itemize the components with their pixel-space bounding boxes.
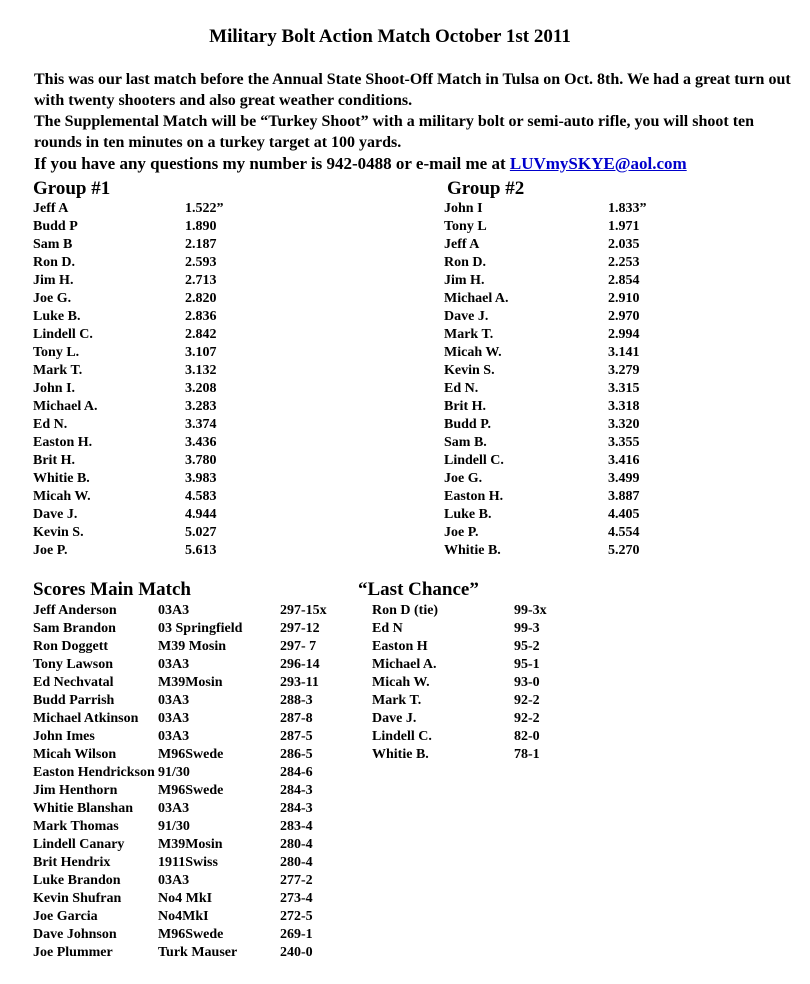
shooter-name: John I. (33, 381, 76, 396)
intro-contact-line (34, 153, 794, 174)
shooter-name: Whitie B. (372, 747, 429, 762)
rifle-model: 91/30 (158, 765, 190, 780)
group-size: 3.318 (608, 399, 640, 414)
main-match-heading: Scores Main Match (33, 579, 191, 600)
group-size: 3.780 (185, 453, 217, 468)
rifle-model: 03A3 (158, 801, 190, 816)
shooter-name: Ed N. (444, 381, 479, 396)
rifle-model: M39Mosin (158, 837, 223, 852)
shooter-name: Brit H. (33, 453, 75, 468)
group-size: 2.035 (608, 237, 640, 252)
match-score: 277-2 (280, 873, 313, 888)
shooter-name: Jim Henthorn (33, 783, 118, 798)
shooter-name: Joe P. (33, 543, 68, 558)
group-size: 3.887 (608, 489, 640, 504)
match-score: 272-5 (280, 909, 313, 924)
group-size: 2.910 (608, 291, 640, 306)
group-size: 3.983 (185, 471, 217, 486)
match-score: 99-3x (514, 603, 547, 618)
shooter-name: Kevin Shufran (33, 891, 122, 906)
shooter-name: Micah W. (372, 675, 430, 690)
group-size: 3.141 (608, 345, 640, 360)
shooter-name: Brit Hendrix (33, 855, 111, 870)
page-title: Military Bolt Action Match October 1st 2011 (209, 26, 571, 47)
group-size: 3.320 (608, 417, 640, 432)
shooter-name: Ed Nechvatal (33, 675, 114, 690)
rifle-model: 1911Swiss (158, 855, 218, 870)
shooter-name: John I (444, 201, 483, 216)
match-score: 283-4 (280, 819, 313, 834)
shooter-name: Tony L. (33, 345, 80, 360)
shooter-name: Whitie B. (444, 543, 501, 558)
shooter-name: Whitie B. (33, 471, 90, 486)
match-score: 273-4 (280, 891, 313, 906)
rifle-model: M96Swede (158, 927, 224, 942)
shooter-name: Michael A. (33, 399, 98, 414)
rifle-model: 03A3 (158, 657, 190, 672)
group-size: 2.836 (185, 309, 217, 324)
shooter-name: Sam Brandon (33, 621, 116, 636)
shooter-name: Budd Parrish (33, 693, 115, 708)
shooter-name: Mark T. (372, 693, 422, 708)
match-score: 92-2 (514, 711, 540, 726)
rifle-model: No4 MkI (158, 891, 213, 906)
match-score: 288-3 (280, 693, 313, 708)
group-size: 3.499 (608, 471, 640, 486)
match-score: 93-0 (514, 675, 540, 690)
group-size: 2.187 (185, 237, 217, 252)
shooter-name: Budd P. (444, 417, 491, 432)
intro-text (34, 69, 794, 174)
group-size: 3.416 (608, 453, 640, 468)
shooter-name: Tony L (444, 219, 487, 234)
last-chance-heading: “Last Chance” (358, 579, 479, 600)
shooter-name: John Imes (33, 729, 95, 744)
group-size: 2.253 (608, 255, 640, 270)
shooter-name: Luke B. (33, 309, 81, 324)
shooter-name: Mark T. (444, 327, 494, 342)
group-size: 3.208 (185, 381, 217, 396)
rifle-model: 03A3 (158, 711, 190, 726)
shooter-name: Lindell Canary (33, 837, 125, 852)
group-size: 2.593 (185, 255, 217, 270)
group-size: 5.613 (185, 543, 217, 558)
shooter-name: Joe Plummer (33, 945, 113, 960)
match-score: 280-4 (280, 855, 313, 870)
group-size: 2.713 (185, 273, 217, 288)
group-size: 3.436 (185, 435, 217, 450)
rifle-model: M96Swede (158, 747, 224, 762)
shooter-name: Michael A. (444, 291, 509, 306)
shooter-name: Ron D. (444, 255, 487, 270)
group-size: 3.355 (608, 435, 640, 450)
shooter-name: Budd P (33, 219, 78, 234)
shooter-name: Mark T. (33, 363, 83, 378)
rifle-model: M96Swede (158, 783, 224, 798)
group1-heading: Group #1 (33, 178, 111, 199)
shooter-name: Ron Doggett (33, 639, 109, 654)
group-size: 3.279 (608, 363, 640, 378)
shooter-name: Lindell C. (444, 453, 504, 468)
shooter-name: Whitie Blanshan (33, 801, 133, 816)
shooter-name: Jim H. (33, 273, 74, 288)
shooter-name: Jeff A (444, 237, 480, 252)
shooter-name: Sam B. (444, 435, 487, 450)
email-link[interactable]: LUVmySKYE@aol.com (509, 154, 687, 173)
intro-paragraph-2: The Supplemental Match will be “Turkey Shoot” with a military bolt or semi-auto rifle, you will shoot ten rounds in ten minutes on a turkey target at 100 yards. (34, 113, 755, 151)
group-size: 1.522” (185, 201, 224, 216)
shooter-name: Dave Johnson (33, 927, 117, 942)
group-size: 1.833” (608, 201, 647, 216)
shooter-name: Luke B. (444, 507, 492, 522)
shooter-name: Ed N. (33, 417, 68, 432)
match-score: 293-11 (280, 675, 319, 690)
shooter-name: Ron D (tie) (372, 603, 439, 618)
match-score: 240-0 (280, 945, 313, 960)
shooter-name: Easton H. (444, 489, 504, 504)
group-size: 3.374 (185, 417, 217, 432)
group-size: 2.994 (608, 327, 640, 342)
rifle-model: M39Mosin (158, 675, 223, 690)
match-score: 78-1 (514, 747, 540, 762)
group-size: 4.405 (608, 507, 640, 522)
shooter-name: Easton H (372, 639, 428, 654)
shooter-name: Brit H. (444, 399, 486, 414)
group-size: 4.944 (185, 507, 217, 522)
shooter-name: Dave J. (372, 711, 417, 726)
shooter-name: Sam B (33, 237, 73, 252)
shooter-name: Easton Hendrickson (33, 765, 155, 780)
shooter-name: Michael Atkinson (33, 711, 139, 726)
group-size: 1.890 (185, 219, 217, 234)
shooter-name: Dave J. (33, 507, 78, 522)
rifle-model: 03A3 (158, 873, 190, 888)
group-size: 3.132 (185, 363, 217, 378)
shooter-name: Jeff A (33, 201, 69, 216)
rifle-model: 03A3 (158, 603, 190, 618)
group-size: 3.315 (608, 381, 640, 396)
shooter-name: Joe G. (33, 291, 72, 306)
match-score: 287-8 (280, 711, 313, 726)
intro-paragraph-1: This was our last match before the Annual State Shoot-Off Match in Tulsa on Oct. 8th. We had a great turn out with twenty shooters and also great weather conditions. (34, 71, 791, 109)
match-score: 95-2 (514, 639, 540, 654)
match-score: 95-1 (514, 657, 540, 672)
match-score: 92-2 (514, 693, 540, 708)
shooter-name: Michael A. (372, 657, 437, 672)
rifle-model: 03 Springfield (158, 621, 243, 636)
shooter-name: Tony Lawson (33, 657, 114, 672)
shooter-name: Lindell C. (33, 327, 93, 342)
rifle-model: M39 Mosin (158, 639, 227, 654)
match-score: 99-3 (514, 621, 540, 636)
match-score: 284-6 (280, 765, 313, 780)
shooter-name: Joe P. (444, 525, 479, 540)
shooter-name: Luke Brandon (33, 873, 121, 888)
shooter-name: Lindell C. (372, 729, 432, 744)
rifle-model: No4MkI (158, 909, 209, 924)
match-score: 284-3 (280, 801, 313, 816)
rifle-model: 03A3 (158, 693, 190, 708)
group-size: 2.970 (608, 309, 640, 324)
shooter-name: Ron D. (33, 255, 76, 270)
shooter-name: Joe G. (444, 471, 483, 486)
group-size: 2.854 (608, 273, 640, 288)
shooter-name: Joe Garcia (33, 909, 98, 924)
rifle-model: 91/30 (158, 819, 190, 834)
match-score: 82-0 (514, 729, 540, 744)
match-score: 269-1 (280, 927, 313, 942)
match-score: 284-3 (280, 783, 313, 798)
group-size: 4.583 (185, 489, 217, 504)
shooter-name: Easton H. (33, 435, 93, 450)
group-size: 3.283 (185, 399, 217, 414)
group2-heading: Group #2 (447, 178, 525, 199)
match-score: 297- 7 (280, 639, 317, 654)
group-size: 1.971 (608, 219, 640, 234)
shooter-name: Dave J. (444, 309, 489, 324)
shooter-name: Jeff Anderson (33, 603, 117, 618)
group-size: 5.027 (185, 525, 217, 540)
shooter-name: Micah Wilson (33, 747, 117, 762)
shooter-name: Micah W. (33, 489, 91, 504)
group-size: 2.820 (185, 291, 217, 306)
shooter-name: Jim H. (444, 273, 485, 288)
match-score: 280-4 (280, 837, 313, 852)
match-score: 296-14 (280, 657, 320, 672)
contact-text: If you have any questions my number is 942-0488 or e-mail me at (34, 154, 510, 173)
rifle-model: 03A3 (158, 729, 190, 744)
shooter-name: Kevin S. (33, 525, 84, 540)
shooter-name: Kevin S. (444, 363, 495, 378)
shooter-name: Mark Thomas (33, 819, 119, 834)
group-size: 2.842 (185, 327, 217, 342)
rifle-model: Turk Mauser (158, 945, 238, 960)
group-size: 3.107 (185, 345, 217, 360)
shooter-name: Ed N (372, 621, 403, 636)
match-score: 286-5 (280, 747, 313, 762)
shooter-name: Micah W. (444, 345, 502, 360)
group-size: 4.554 (608, 525, 640, 540)
match-score: 287-5 (280, 729, 313, 744)
match-score: 297-15x (280, 603, 327, 618)
group-size: 5.270 (608, 543, 640, 558)
match-score: 297-12 (280, 621, 320, 636)
